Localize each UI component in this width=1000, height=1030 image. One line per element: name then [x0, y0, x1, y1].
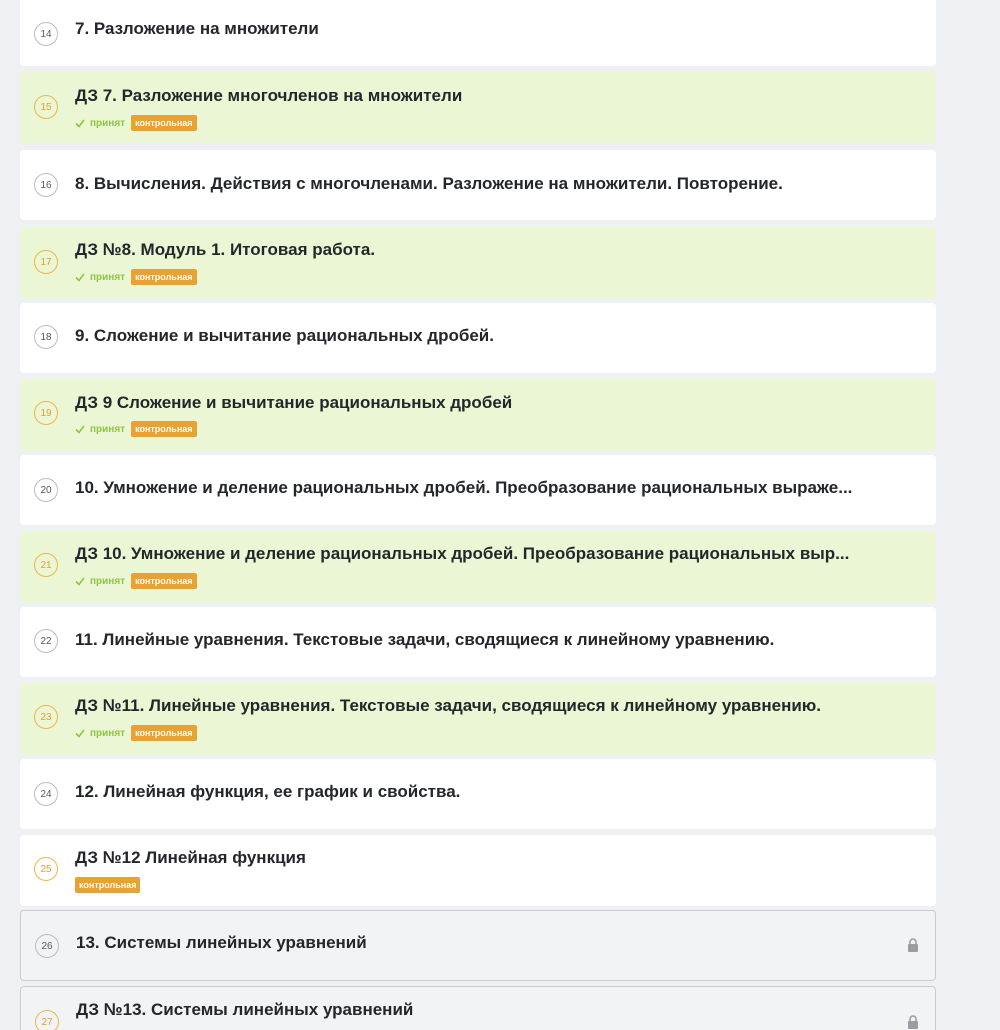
lesson-title: 7. Разложение на множители — [75, 19, 319, 38]
lesson-number: 14 — [34, 22, 58, 46]
lesson-title: ДЗ 7. Разложение многочленов на множители — [75, 86, 463, 105]
lesson-meta — [75, 725, 197, 741]
control-badge: контрольная — [75, 877, 140, 893]
lesson-title: 10. Умножение и деление рациональных дробей. Преобразование рациональных выраже... — [75, 478, 853, 497]
lock-icon — [907, 938, 919, 952]
lesson-number: 20 — [34, 478, 58, 502]
lesson-number: 22 — [34, 629, 58, 653]
lesson-number: 21 — [34, 553, 58, 577]
status-label: принят — [90, 423, 126, 435]
lesson-item-19[interactable] — [20, 379, 936, 451]
lesson-title: ДЗ №12 Линейная функция — [75, 848, 306, 867]
lesson-item-25[interactable] — [20, 835, 936, 906]
status-accepted — [75, 118, 125, 129]
check-icon — [75, 272, 85, 282]
check-icon — [75, 424, 85, 434]
control-badge: контрольная — [131, 115, 196, 131]
status-label: принят — [90, 727, 126, 739]
lesson-title: 8. Вычисления. Действия с многочленами. Разложение на множители. Повторение. — [75, 174, 783, 193]
lesson-title: ДЗ №13. Системы линейных уравнений — [76, 1000, 414, 1019]
control-badge: контрольная — [131, 573, 196, 589]
lesson-title: ДЗ №8. Модуль 1. Итоговая работа. — [75, 240, 376, 259]
lesson-item-18[interactable] — [20, 303, 936, 373]
lesson-item-27[interactable] — [20, 986, 936, 1030]
control-badge: контрольная — [131, 725, 196, 741]
lesson-title: ДЗ 9 Сложение и вычитание рациональных дробей — [75, 393, 513, 412]
lesson-number: 18 — [34, 325, 58, 349]
lesson-item-24[interactable] — [20, 759, 936, 829]
lesson-title: 12. Линейная функция, ее график и свойства. — [75, 782, 461, 801]
status-label: принят — [90, 271, 126, 283]
status-accepted — [75, 424, 125, 435]
lesson-number: 19 — [34, 401, 58, 425]
check-icon — [75, 728, 85, 738]
lock-icon — [907, 1015, 919, 1029]
lesson-number: 26 — [35, 934, 59, 958]
lesson-title: ДЗ №11. Линейные уравнения. Текстовые задачи, сводящиеся к линейному уравнению. — [75, 696, 822, 715]
status-accepted — [75, 272, 125, 283]
status-label: принят — [90, 117, 126, 129]
lesson-title: 11. Линейные уравнения. Текстовые задачи, сводящиеся к линейному уравнению. — [75, 630, 775, 649]
lesson-item-22[interactable] — [20, 607, 936, 677]
lesson-item-23[interactable] — [20, 683, 936, 755]
lesson-meta — [75, 115, 197, 131]
status-label: принят — [90, 575, 126, 587]
lesson-meta — [75, 573, 197, 589]
lesson-item-16[interactable] — [20, 150, 936, 220]
lesson-title: 13. Системы линейных уравнений — [76, 933, 367, 952]
lesson-item-15[interactable] — [20, 71, 936, 143]
lesson-number: 23 — [34, 705, 58, 729]
lesson-title: 9. Сложение и вычитание рациональных дробей. — [75, 326, 494, 345]
control-badge: контрольная — [131, 269, 196, 285]
lesson-meta — [75, 877, 140, 893]
control-badge: контрольная — [131, 421, 196, 437]
lesson-title: ДЗ 10. Умножение и деление рациональных дробей. Преобразование рациональных выр... — [75, 544, 850, 563]
lesson-item-14[interactable] — [20, 0, 936, 66]
check-icon — [75, 118, 85, 128]
check-icon — [75, 576, 85, 586]
lesson-number: 17 — [34, 250, 58, 274]
lesson-meta — [75, 269, 197, 285]
lesson-item-21[interactable] — [20, 531, 936, 603]
status-accepted — [75, 576, 125, 587]
lesson-number: 24 — [34, 782, 58, 806]
lesson-number: 16 — [34, 173, 58, 197]
lesson-item-20[interactable] — [20, 455, 936, 525]
lesson-meta — [75, 421, 197, 437]
status-accepted — [75, 728, 125, 739]
lesson-number: 27 — [35, 1010, 59, 1030]
lesson-number: 25 — [34, 857, 58, 881]
lesson-item-26[interactable] — [20, 910, 936, 981]
lesson-number: 15 — [34, 95, 58, 119]
lesson-item-17[interactable] — [20, 227, 936, 299]
